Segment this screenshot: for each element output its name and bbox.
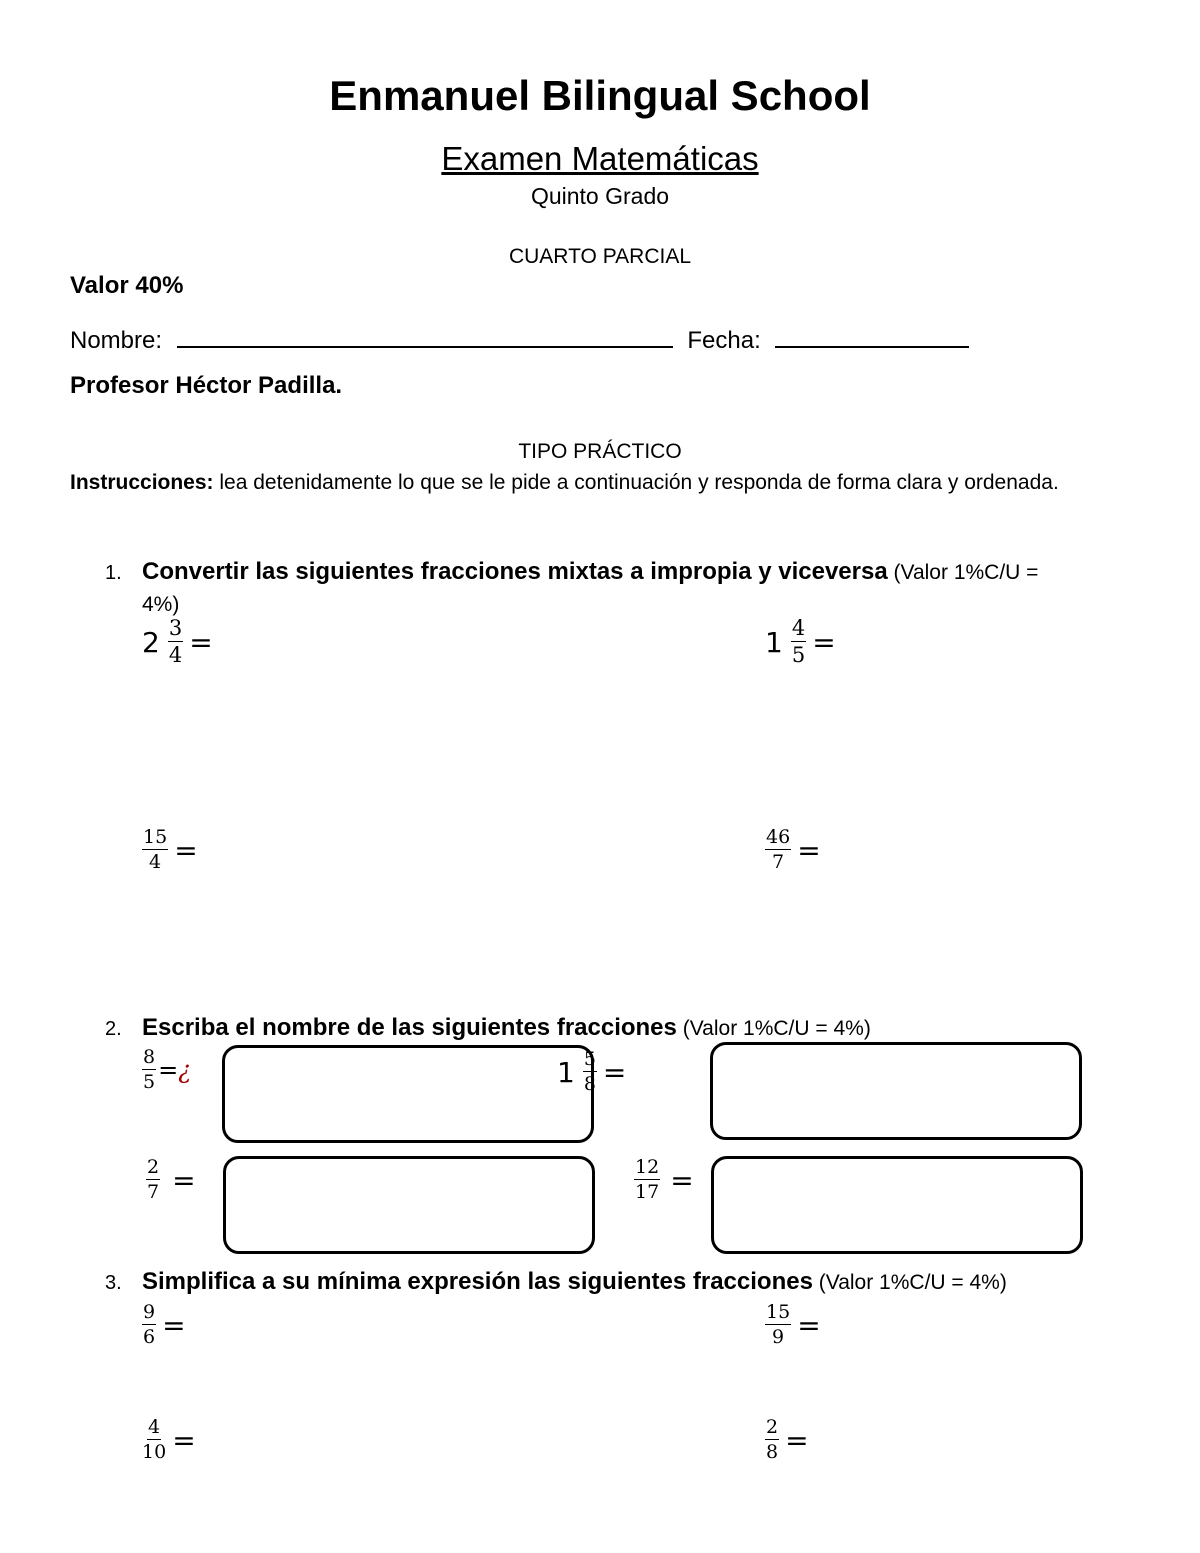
equals-sign: = — [158, 1056, 179, 1084]
denominator: 9 — [772, 1326, 785, 1348]
equals-sign: = — [670, 1163, 694, 1197]
numerator: 4 — [148, 1416, 161, 1438]
numerator: 3 — [168, 616, 183, 640]
equals-sign: = — [602, 1055, 627, 1089]
answer-box-3[interactable] — [223, 1156, 595, 1254]
fraction — [765, 1418, 779, 1462]
equals-sign: = — [797, 833, 821, 867]
name-label: Nombre: — [70, 327, 163, 354]
whole-number: 1 — [557, 1055, 575, 1089]
question-value: (Valor 1%C/U = — [887, 561, 1039, 584]
q2-item-3 — [146, 1158, 196, 1202]
question-value: (Valor 1%C/U = 4%) — [676, 1017, 871, 1040]
equals-sign: = — [189, 625, 213, 659]
answer-box-1[interactable] — [222, 1045, 594, 1143]
q3-item-3 — [142, 1418, 196, 1462]
fraction — [142, 1048, 156, 1092]
answer-box-4[interactable] — [711, 1156, 1083, 1254]
question-3-heading — [105, 1266, 1007, 1299]
fraction — [765, 1303, 791, 1347]
q3-item-4 — [765, 1418, 809, 1462]
numerator: 2 — [766, 1416, 779, 1438]
equals-sign: = — [797, 1308, 821, 1342]
numerator: 8 — [143, 1046, 156, 1068]
numerator: 2 — [147, 1156, 160, 1178]
numerator: 9 — [143, 1301, 156, 1323]
question-1-heading — [105, 556, 1130, 620]
numerator: 15 — [766, 1301, 791, 1323]
q1-item-4 — [765, 828, 821, 872]
instructions — [70, 469, 1130, 497]
denominator: 4 — [149, 851, 162, 873]
denominator: 8 — [583, 1073, 596, 1095]
question-title: Simplifica a su mínima expresión las siguientes fracciones — [142, 1268, 813, 1295]
term-label: CUARTO PARCIAL — [508, 245, 692, 268]
exam-value: Valor 40% — [70, 272, 184, 299]
instructions-label: Instrucciones: — [70, 471, 214, 494]
whole-number: 2 — [142, 625, 160, 659]
fraction — [791, 618, 806, 666]
q1-item-2 — [765, 618, 836, 666]
question-number: 2. — [105, 1018, 122, 1040]
equals-sign: = — [172, 1423, 196, 1457]
denominator: 6 — [143, 1326, 156, 1348]
teacher-name: Profesor Héctor Padilla. — [70, 372, 343, 399]
equals-sign: = — [785, 1423, 809, 1457]
question-mark: ¿ — [178, 1056, 192, 1084]
numerator: 12 — [635, 1156, 660, 1178]
denominator: 7 — [772, 851, 785, 873]
q2-item-2 — [557, 1050, 626, 1094]
fraction — [634, 1158, 660, 1202]
question-title: Escriba el nombre de las siguientes fracciones — [142, 1014, 677, 1041]
answer-box-2[interactable] — [710, 1042, 1082, 1140]
numerator: 15 — [143, 826, 168, 848]
equals-sign: = — [174, 833, 198, 867]
equals-sign: = — [162, 1308, 186, 1342]
question-title: Convertir las siguientes fracciones mixtas a impropia y viceversa — [142, 558, 888, 585]
equals-sign: = — [172, 1163, 196, 1197]
fraction — [168, 618, 183, 666]
denominator: 8 — [766, 1441, 779, 1463]
q1-item-3 — [142, 828, 198, 872]
equals-sign: = — [812, 625, 836, 659]
fraction — [146, 1158, 160, 1202]
question-value: (Valor 1%C/U = 4%) — [812, 1271, 1007, 1294]
fraction — [765, 828, 791, 872]
fraction — [583, 1050, 597, 1094]
section-title: TIPO PRÁCTICO — [518, 440, 682, 463]
denominator: 17 — [635, 1181, 660, 1203]
numerator: 46 — [766, 826, 791, 848]
grade-label: Quinto Grado — [530, 183, 670, 209]
denominator: 4 — [168, 643, 183, 667]
q2-item-1 — [142, 1048, 191, 1092]
name-date-row — [70, 322, 969, 355]
denominator: 7 — [147, 1181, 160, 1203]
denominator: 10 — [142, 1441, 167, 1463]
question-value-cont: 4%) — [142, 593, 180, 616]
question-number: 1. — [105, 562, 122, 584]
exam-title: Examen Matemáticas — [441, 140, 759, 177]
fraction — [142, 828, 168, 872]
school-name: Enmanuel Bilingual School — [329, 72, 871, 119]
date-label: Fecha: — [687, 327, 761, 354]
q1-item-1 — [142, 618, 213, 666]
instructions-text: lea detenidamente lo que se le pide a continuación y responda de forma clara y ordenada. — [213, 471, 1059, 494]
question-2-heading — [105, 1012, 871, 1045]
denominator: 5 — [791, 643, 806, 667]
q3-item-1 — [142, 1303, 186, 1347]
question-number: 3. — [105, 1272, 122, 1294]
fraction — [142, 1303, 156, 1347]
name-blank[interactable] — [177, 322, 673, 348]
date-blank[interactable] — [775, 322, 969, 348]
numerator: 5 — [583, 1048, 596, 1070]
q3-item-2 — [765, 1303, 821, 1347]
fraction — [142, 1418, 166, 1462]
denominator: 5 — [143, 1071, 156, 1093]
q2-item-4 — [634, 1158, 694, 1202]
numerator: 4 — [791, 616, 806, 640]
whole-number: 1 — [765, 625, 783, 659]
